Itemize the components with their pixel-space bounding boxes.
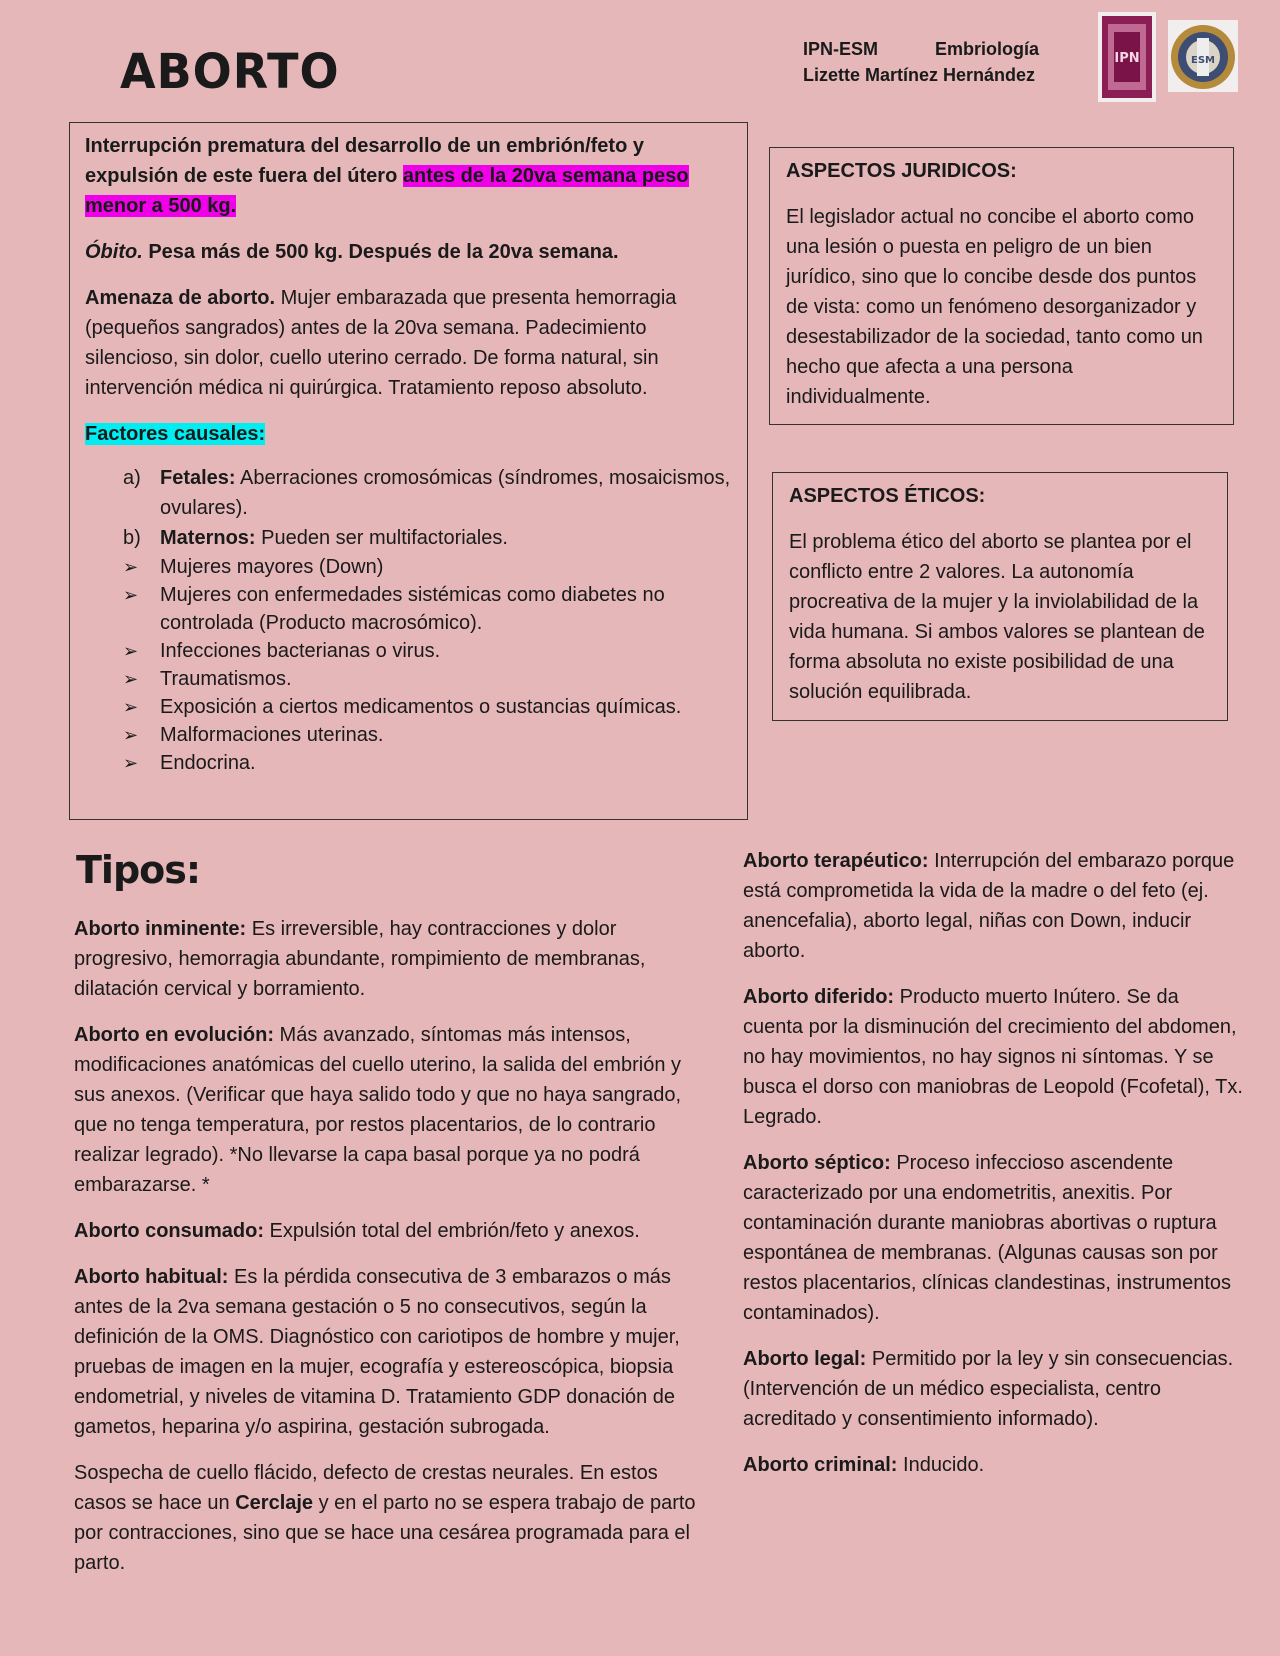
list-item: ➢ Mujeres con enfermedades sistémicas como diabetes no controlada (Producto macrosómico). (85, 581, 732, 637)
arrow-bullet-icon: ➢ (123, 697, 139, 717)
obito-paragraph: Óbito. Pesa más de 500 kg. Después de la 20va semana. (85, 241, 619, 263)
definition-intro: Interrupción prematura del desarrollo de un embrión/feto y expulsión de este fuera del útero antes de la 20va semana peso menor a 500 kg. (85, 135, 689, 217)
list-item: ➢ Malformaciones uterinas. (85, 721, 732, 749)
tipo-paragraph: Aborto legal: Permitido por la ley y sin consecuencias. (Intervención de un médico especialista, centro acreditado y consentimiento informado). (743, 1348, 1234, 1430)
list-item: ➢ Mujeres mayores (Down) (85, 553, 732, 581)
tipo-paragraph: Aborto inminente: Es irreversible, hay contracciones y dolor progresivo, hemorragia abundante, rompimiento de membranas, dilatación cervical y borramiento. (74, 918, 646, 1000)
list-item: ➢ Infecciones bacterianas o virus. (85, 637, 732, 665)
subject: Embriología (935, 39, 1040, 59)
author: Lizette Martínez Hernández (803, 65, 1036, 85)
highlighted-definition: antes de la 20va semana peso menor a 500 kg. (85, 165, 689, 217)
tipo-paragraph: Aborto habitual: Es la pérdida consecutiva de 3 embarazos o más antes de la 2va semana gestación o 5 no consecutivos, según la definición de la OMS. Diagnóstico con cariotipos de hombre y mujer, pruebas de imagen en la mujer, ecografía y estereoscópica, biopsia endometrial, y niveles de vitamina D. Tratamiento GDP donación de gametos, heparina y/o aspirina, gestación subrogada. (74, 1266, 680, 1438)
juridicos-heading: ASPECTOS JURIDICOS: (786, 160, 1017, 182)
tipo-paragraph: Aborto criminal: Inducido. (743, 1454, 985, 1476)
arrow-bullet-icon: ➢ (123, 725, 139, 745)
tipos-left-column (74, 914, 714, 1578)
arrow-bullet-icon: ➢ (123, 641, 139, 661)
header-info (803, 36, 1039, 88)
juridicos-text: El legislador actual no concibe el aborto como una lesión o puesta en peligro de un bien jurídico, sino que lo concibe desde dos puntos de vista: como un fenómeno desorganizador y desestabilizador de la sociedad, tanto como un hecho que afecta a una persona individualmente. (786, 206, 1203, 408)
maternal-factors-list (85, 553, 732, 777)
tipo-paragraph: Aborto diferido: Producto muerto Inútero. Se da cuenta por la disminución del crecimiento del abdomen, no hay movimientos, no hay signos ni síntomas. Y se busca el dorso con maniobras de Leopold (Fcofetal), Tx. Legrado. (743, 986, 1243, 1128)
amenaza-paragraph: Amenaza de aborto. Mujer embarazada que presenta hemorragia (pequeños sangrados) antes de la 20va semana. Padecimiento silencioso, sin dolor, cuello uterino cerrado. De forma natural, sin intervención médica ni quirúrgica. Tratamiento reposo absoluto. (85, 287, 677, 399)
eticos-box (772, 472, 1228, 721)
tipo-paragraph: Aborto consumado: Expulsión total del embrión/feto y anexos. (74, 1220, 640, 1242)
factores-heading: Factores causales: (85, 423, 266, 445)
tipo-paragraph: Aborto séptico: Proceso infeccioso ascendente caracterizado por una endometritis, anexitis. Por contaminación durante maniobras abortivas o ruptura espontánea de membranas. (Algunas causas son por restos placentarios, clínicas clandestinas, instrumentos contaminados). (743, 1152, 1232, 1324)
cerclaje-paragraph: Sospecha de cuello flácido, defecto de crestas neurales. En estos casos se hace un Cerclaje y en el parto no se espera trabajo de parto por contracciones, sino que se hace una cesárea programada para el parto. (74, 1462, 696, 1574)
cause-item: b) Maternos: Pueden ser multifactoriales. (123, 527, 508, 549)
ipn-logo (1098, 12, 1156, 102)
list-item: ➢ Traumatismos. (85, 665, 732, 693)
arrow-bullet-icon: ➢ (123, 557, 139, 577)
list-item: ➢ Exposición a ciertos medicamentos o sustancias químicas. (85, 693, 732, 721)
esm-logo (1168, 20, 1238, 92)
tipo-paragraph: Aborto en evolución: Más avanzado, síntomas más intensos, modificaciones anatómicas del cuello uterino, la salida del embrión y sus anexos. (Verificar que haya salido todo y que no haya sangrado, que no tenga temperatura, por restos placentarios, de lo contrario realizar legrado). *No llevarse la capa basal porque ya no podrá embarazarse. * (74, 1024, 682, 1196)
eticos-heading: ASPECTOS ÉTICOS: (789, 485, 986, 507)
esm-logo-text: ESM (1191, 55, 1215, 66)
cause-item: a) Fetales: Aberraciones cromosómicas (síndromes, mosaicismos, ovulares). (123, 467, 731, 519)
definition-box (69, 122, 748, 820)
tipos-heading: Tipos: (76, 848, 201, 892)
tipo-paragraph: Aborto terapéutico: Interrupción del embarazo porque está comprometida la vida de la madre o del feto (ej. anencefalia), aborto legal, niñas con Down, inducir aborto. (743, 850, 1235, 962)
institution: IPN-ESM (803, 39, 879, 59)
tipos-right-column (743, 846, 1243, 1480)
arrow-bullet-icon: ➢ (123, 753, 139, 773)
ipn-logo-text: IPN (1114, 51, 1140, 66)
page-title: ABORTO (120, 42, 340, 100)
causes-list (85, 463, 732, 553)
juridicos-box (769, 147, 1234, 425)
arrow-bullet-icon: ➢ (123, 669, 139, 689)
arrow-bullet-icon: ➢ (123, 585, 139, 605)
list-item: ➢ Endocrina. (85, 749, 732, 777)
eticos-text: El problema ético del aborto se plantea por el conflicto entre 2 valores. La autonomía procreativa de la mujer y la inviolabilidad de la vida humana. Si ambos valores se plantean de forma absoluta no existe posibilidad de una solución equilibrada. (789, 531, 1205, 703)
